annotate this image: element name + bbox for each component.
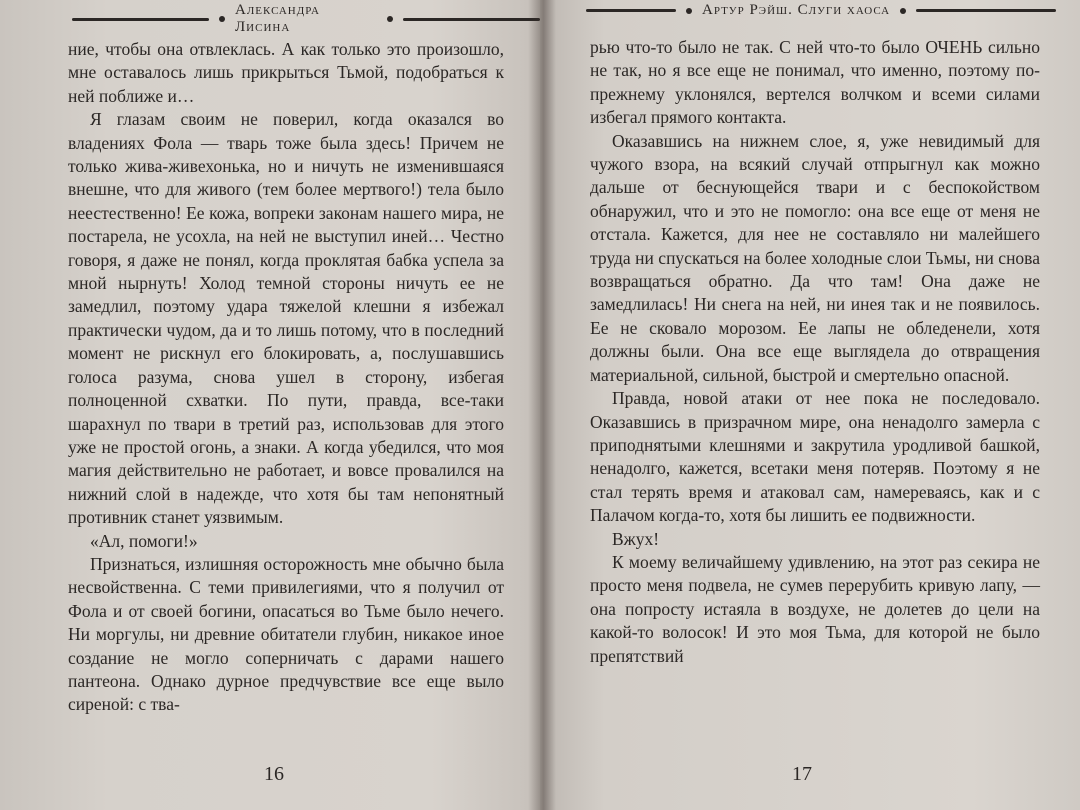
paragraph: Вжух! [612, 528, 660, 549]
paragraph: Признаться, излишняя осторожность мне обычно была несвойственна. С теми привилегиями, что я получил от Фола и от своей богини, опасаться во Тьме было нечего. Ни моргулы, ни древние обитатели глубин, никакое иное создание не могло соперничать с дарами нашего пантеона. Однако дурное предчувствие все еще выло сиреной: с тва- [68, 553, 504, 715]
left-body-text [68, 38, 504, 717]
paragraph: «Ал, помоги!» [90, 530, 198, 551]
paragraph: К моему величайшему удивлению, на этот раз секира не просто меня подвела, не сумев перерубить кривую лапу, — она попросту истаяла в воздухе, не долетев до цели на какой-то волосок! И это моя Тьма, для которой не было препятствий [590, 551, 1040, 666]
left-header-author: Александра Лисина [235, 2, 320, 35]
page-number-left: 16 [264, 763, 284, 785]
header-rule [916, 9, 1056, 12]
header-rule [72, 18, 209, 21]
right-running-head [586, 2, 1056, 19]
right-page [540, 0, 1080, 810]
header-dot [219, 16, 225, 22]
book-gutter [528, 0, 556, 810]
right-body-text [590, 36, 1040, 668]
page-number-right: 17 [792, 763, 812, 785]
left-running-head [72, 2, 540, 36]
paragraph: Я глазам своим не поверил, когда оказался во владениях Фола — тварь тоже была здесь! Причем не только жива-живехонька, но и ничуть не изменившаяся внешне, что для живого (тем более мертвого!) тела было неестественно! Ее кожа, вопреки законам нашего мира, не постарела, не усохла, на ней не выступил иней… Честно говоря, я даже не понял, когда проклятая бабка успела за мной нырнуть! Холод темной стороны ничуть ее не замедлил, поэтому удара тяжелой клешни я избежал практически чудом, да и то лишь потому, что в последний момент не рискнул его блокировать, а, послушавшись голоса разума, снова ушел в сторону, избегая полноценной схватки. По пути, правда, все-таки шарахнул по твари в третий раз, использовав для этого уже не простой огонь, а знаки. А когда убедился, что моя магия действительно не работает, и вовсе провалился на нижний слой в надежде, что хотя бы там непонятный противник станет уязвимым. [68, 109, 504, 528]
header-rule [586, 9, 676, 12]
paragraph: Оказавшись на нижнем слое, я, уже невидимый для чужого взора, на всякий случай отпрыгнул как можно дальше от беснующейся твари и с беспокойством обнаружил, что и это не помогло: она все еще от меня не отстала. Кажется, для нее не составляло ни малейшего труда ни спускаться на более холодные слои Тьмы, ни снова возвращаться обратно. Да что там! Она даже не замедлилась! Ни снега на ней, ни инея так и не появилось. Ее не сковало морозом. Ее лапы не обледенели, хотя должны были. Она все еще выглядела до отвращения материальной, сильной, быстрой и смертельно опасной. [590, 130, 1040, 385]
header-dot [900, 8, 906, 14]
paragraph: Правда, новой атаки от нее пока не последовало. Оказавшись в призрачном мире, она ненадолго замерла с приподнятыми клешнями и закрутила уродливой башкой, ненадолго, кажется, всетаки меня потеряв. Поэтому я не стал терять время и атаковал сам, намереваясь, как и с Палачом когда-то, хотя бы лишить ее подвижности. [590, 388, 1040, 526]
header-rule [403, 18, 540, 21]
header-dot [686, 8, 692, 14]
paragraph: ние, чтобы она отвлеклась. А как только это произошло, мне оставалось лишь прикрыться Тьмой, подобраться к ней поближе и… [68, 39, 504, 106]
right-header-title: Артур Рэйш. Слуги хаоса [702, 2, 891, 18]
header-dot [387, 16, 393, 22]
paragraph: рью что-то было не так. С ней что-то было ОЧЕНЬ сильно не так, но я все еще не понимал, что именно, поэтому по-прежнему уклонялся, вертелся волчком и всеми силами избегал прямого контакта. [590, 37, 1040, 128]
